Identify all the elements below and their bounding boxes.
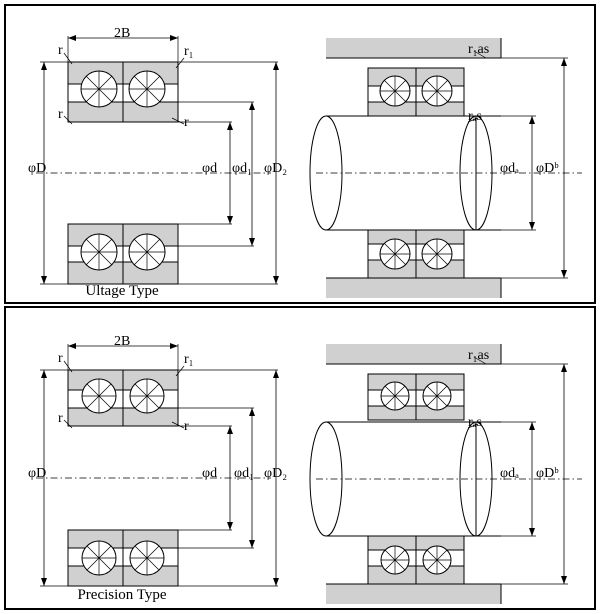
- label-r-inner: r: [184, 115, 189, 130]
- label-ras-2: rₐs: [468, 415, 482, 430]
- dim-phiDb-2: [561, 364, 567, 584]
- label-2B-2: 2B: [114, 334, 131, 349]
- ultage-drawing: [6, 6, 594, 302]
- label-phiD2: φD₂: [264, 161, 288, 176]
- label-ras: rₐs: [468, 109, 482, 124]
- label-phid: φd: [202, 161, 218, 176]
- panel-ultage-type: [4, 4, 596, 304]
- label-r-upper: r: [58, 43, 63, 58]
- precision-drawing: [6, 308, 594, 608]
- label-phid1: φd₁: [232, 161, 252, 176]
- ball-hatch-upper-right: [129, 71, 165, 107]
- caption-precision-type: Precision Type: [77, 587, 167, 603]
- label-phida-2: φdₐ: [500, 466, 519, 481]
- label-r1-2: r₁: [184, 352, 194, 367]
- label-phiD: φD: [28, 161, 47, 176]
- label-phiDb: φDᵇ: [536, 161, 559, 176]
- label-r1as: r₁as: [468, 42, 490, 57]
- label-r1as-2: r₁as: [468, 348, 490, 363]
- ball-hatch-upper-left: [81, 71, 117, 107]
- label-r-inner-2: r: [184, 419, 189, 434]
- dim-phiDb: [561, 58, 567, 278]
- label-2B: 2B: [114, 26, 131, 41]
- label-phida: φdₐ: [500, 161, 519, 176]
- label-phiD2-2: φD₂: [264, 466, 288, 481]
- caption-ultage-type: Ultage Type: [85, 283, 159, 299]
- label-r-lower-2: r: [58, 411, 63, 426]
- panel-precision-type: [4, 306, 596, 610]
- label-r1: r₁: [184, 44, 194, 59]
- label-r-lower: r: [58, 107, 63, 122]
- label-r-upper-2: r: [58, 351, 63, 366]
- label-phiDb-2: φDᵇ: [536, 466, 559, 481]
- label-phid1-2: φd₁: [234, 466, 254, 481]
- label-phiD-2: φD: [28, 466, 47, 481]
- label-phid-2: φd: [202, 466, 218, 481]
